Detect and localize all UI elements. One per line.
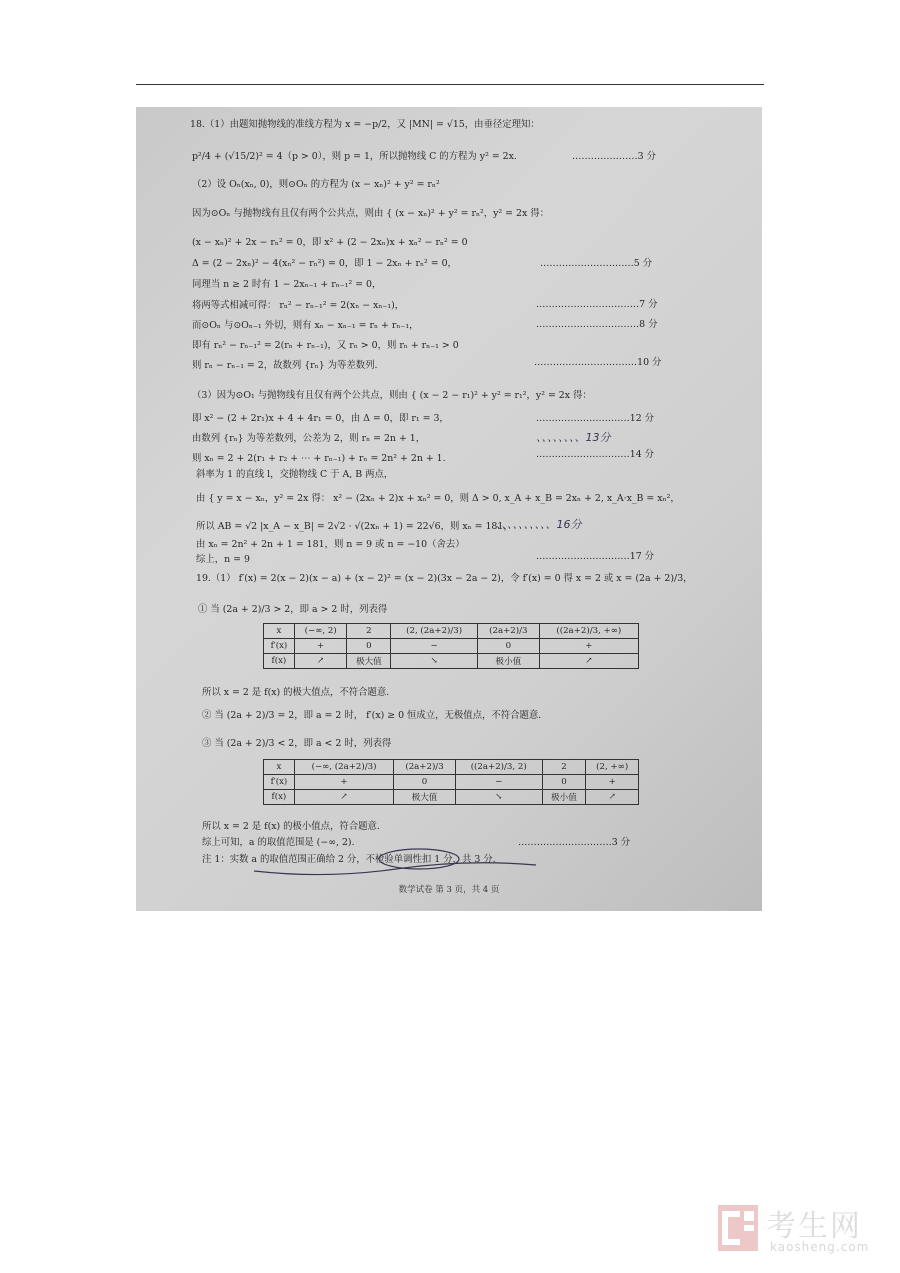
- handwritten-13: 、、、、、、、、13分: [536, 431, 611, 444]
- table-cell: ↗: [539, 654, 638, 669]
- line-18-9: 而⊙Oₙ 与⊙Oₙ₋₁ 外切，则有 xₙ − xₙ₋₁ = rₙ + rₙ₋₁，: [192, 320, 419, 331]
- table-cell: (2, (2a+2)/3): [391, 624, 478, 639]
- line-18-19: 由 xₙ = 2n² + 2n + 1 = 181，则 n = 9 或 n = −10（舍去）: [196, 539, 465, 550]
- top-rule: [136, 84, 764, 85]
- score-12: …………………………12 分: [536, 413, 655, 424]
- watermark-url: kaosheng.com: [770, 1240, 870, 1254]
- line-18-3: （2）设 Oₙ(xₙ, 0)，则⊙Oₙ 的方程为 (x − xₙ)² + y² = rₙ²: [192, 179, 440, 190]
- score-17: …………………………17 分: [536, 551, 655, 562]
- table-cell: 0: [477, 639, 539, 654]
- table-cell: 极大值: [347, 654, 391, 669]
- line-18-6: Δ = (2 − 2xₙ)² − 4(xₙ² − rₙ²) = 0，即 1 − 2xₙ + rₙ² = 0，: [192, 258, 457, 269]
- table-cell: f′(x): [264, 775, 295, 790]
- table-cell: ↗: [294, 790, 393, 805]
- score-3: …………………3 分: [572, 151, 656, 162]
- line-18-5: (x − xₙ)² + 2x − rₙ² = 0，即 x² + (2 − 2xₙ)x + xₙ² − rₙ² = 0: [192, 237, 468, 248]
- table-cell: 极大值: [394, 790, 456, 805]
- table-cell: (−∞, (2a+2)/3): [294, 760, 393, 775]
- score-14: …………………………14 分: [536, 449, 655, 460]
- table-cell: (2, +∞): [586, 760, 639, 775]
- watermark-name: 考生网: [766, 1209, 862, 1244]
- line-18-17: 由 { y = x − xₙ，y² = 2x 得： x² − (2xₙ + 2)x + xₙ² = 0，则 Δ > 0, x_A + x_B = 2xₙ + 2, x_A·x_B = xₙ²，: [196, 493, 680, 504]
- line-19-1: 19.（1） f′(x) = 2(x − 2)(x − a) + (x − 2)² = (x − 2)(3x − 2a − 2)，令 f′(x) = 0 得 x = 2 或 x = (2a + 2)/3，: [196, 573, 693, 584]
- table-cell: +: [294, 639, 347, 654]
- page-footer: 数学试卷 第 3 页，共 4 页: [398, 885, 500, 895]
- line-18-4: 因为⊙Oₙ 与抛物线有且仅有两个公共点，则由 { (x − xₙ)² + y² = rₙ²，y² = 2x 得：: [192, 208, 549, 219]
- table-cell: ↘: [455, 790, 542, 805]
- table-cell: 0: [347, 639, 391, 654]
- line-18-13: 即 x² − (2 + 2r₁)x + 4 + 4r₁ = 0，由 Δ = 0，即 r₁ = 3，: [192, 413, 449, 424]
- table-cell: +: [539, 639, 638, 654]
- table-cell: (−∞, 2): [294, 624, 347, 639]
- kaosheng-logo-icon: [718, 1205, 758, 1251]
- table-cell: (2a+2)/3: [394, 760, 456, 775]
- score-5: …………………………5 分: [540, 258, 653, 269]
- table-cell: 0: [394, 775, 456, 790]
- table-cell: ↗: [294, 654, 347, 669]
- line-18-11: 则 rₙ − rₙ₋₁ = 2，故数列 {rₙ} 为等差数列.: [192, 360, 378, 371]
- table-cell: 2: [542, 760, 586, 775]
- table-cell: +: [294, 775, 393, 790]
- handwritten-16: 、、、、、、、、、、16分: [496, 518, 582, 531]
- table-cell: −: [455, 775, 542, 790]
- table-cell: (2a+2)/3: [477, 624, 539, 639]
- table-cell: x: [264, 624, 295, 639]
- line-19-6: 所以 x = 2 是 f(x) 的极小值点，符合题意.: [202, 821, 380, 832]
- score-3b: …………………………3 分: [518, 837, 631, 848]
- exam-photo: [136, 107, 762, 911]
- line-19-8: 注 1：实数 a 的取值范围正确给 2 分，不检验单调性扣 1 分，共 3 分.: [202, 854, 496, 865]
- underline-annotation: [254, 863, 536, 875]
- watermark: [718, 1203, 880, 1259]
- line-19-5: ③ 当 (2a + 2)/3 < 2，即 a < 2 时，列表得: [202, 738, 392, 749]
- score-10: ……………………………10 分: [534, 357, 662, 368]
- score-8: ……………………………8 分: [536, 319, 658, 330]
- table-cell: ↘: [391, 654, 478, 669]
- pen-marks: [136, 107, 762, 911]
- table-cell: f′(x): [264, 639, 295, 654]
- table-cell: 2: [347, 624, 391, 639]
- table-cell: f(x): [264, 790, 295, 805]
- table-cell: ((2a+2)/3, 2): [455, 760, 542, 775]
- table-cell: −: [391, 639, 478, 654]
- line-19-3: 所以 x = 2 是 f(x) 的极大值点，不符合题意.: [202, 687, 390, 698]
- table-cell: f(x): [264, 654, 295, 669]
- line-18-18: 所以 AB = √2 |x_A − x_B| = 2√2 · √(2xₙ + 1) = 22√6，则 xₙ = 181，: [196, 521, 513, 532]
- line-19-4: ② 当 (2a + 2)/3 = 2，即 a = 2 时， f′(x) ≥ 0 恒成立，无极值点，不符合题意.: [202, 710, 542, 721]
- line-18-8: 将两等式相减可得： rₙ² − rₙ₋₁² = 2(xₙ − xₙ₋₁)，: [192, 300, 405, 311]
- table-cell: ((2a+2)/3, +∞): [539, 624, 638, 639]
- line-18-12: （3）因为⊙O₁ 与抛物线有且仅有两个公共点，则由 { (x − 2 − r₁)² + y² = r₁²，y² = 2x 得：: [192, 390, 592, 401]
- table-cell: 极小值: [542, 790, 586, 805]
- table-cell: ↗: [586, 790, 639, 805]
- table-cell: x: [264, 760, 295, 775]
- line-18-10: 即有 rₙ² − rₙ₋₁² = 2(rₙ + rₙ₋₁)，又 rₙ > 0，则 rₙ + rₙ₋₁ > 0: [192, 340, 459, 351]
- line-18-16: 斜率为 1 的直线 l，交抛物线 C 于 A, B 两点，: [196, 469, 394, 480]
- table-cell: 0: [542, 775, 586, 790]
- score-7: ……………………………7 分: [536, 299, 658, 310]
- line-18-2: p²/4 + (√15/2)² = 4（p > 0），则 p = 1，所以抛物线 C 的方程为 y² = 2x.: [192, 151, 517, 162]
- line-18-7: 同理当 n ≥ 2 时有 1 − 2xₙ₋₁ + rₙ₋₁² = 0，: [192, 279, 382, 290]
- line-18-15: 则 xₙ = 2 + 2(r₁ + r₂ + ⋯ + rₙ₋₁) + rₙ = 2n² + 2n + 1.: [192, 453, 446, 464]
- line-19-7: 综上可知，a 的取值范围是 (−∞, 2).: [202, 837, 355, 848]
- table-cell: +: [586, 775, 639, 790]
- line-18-14: 由数列 {rₙ} 为等差数列，公差为 2，则 rₙ = 2n + 1，: [192, 433, 426, 444]
- table-cell: 极小值: [477, 654, 539, 669]
- line-19-2: ① 当 (2a + 2)/3 > 2，即 a > 2 时，列表得: [198, 604, 388, 615]
- line-18-20: 综上，n = 9: [196, 554, 250, 565]
- line-18-1: 18.（1）由题知抛物线的准线方程为 x = −p/2，又 |MN| = √15，由垂径定理知：: [190, 119, 540, 130]
